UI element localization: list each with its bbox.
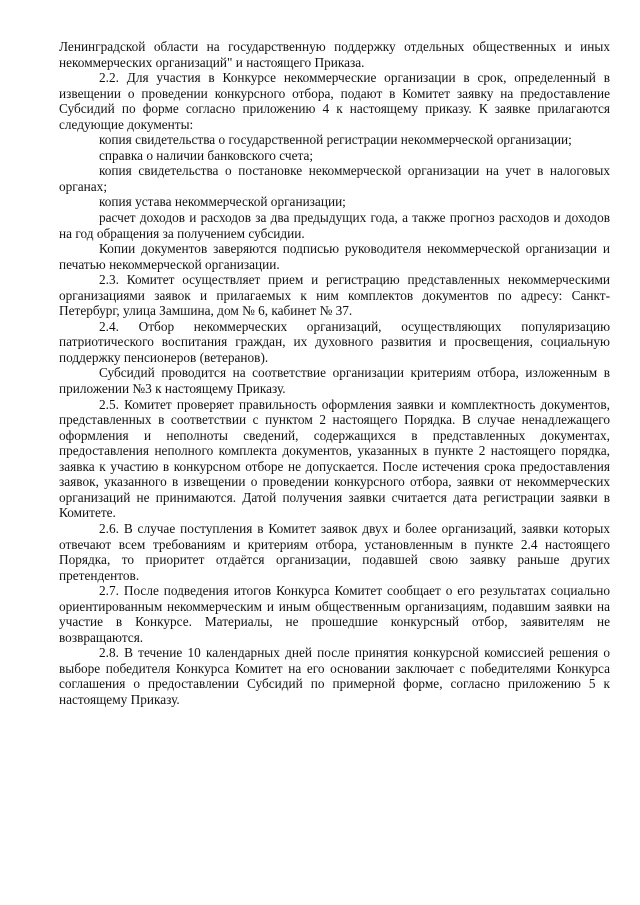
list-item-income-expenses: расчет доходов и расходов за два предыдущих года, а также прогноз расходов и доходов на год обращения за получением субсидии. xyxy=(59,210,610,241)
paragraph-2-6: 2.6. В случае поступления в Комитет заявок двух и более организаций, заявки которых отвечают всем требованиям и критериям отбора, установленным в пункте 2.4 настоящего Порядка, то приоритет отдаётся организации, подавшей свою заявку раньше других претендентов. xyxy=(59,520,610,583)
list-item-bank-account: справка о наличии банковского счета; xyxy=(99,147,314,163)
paragraph-copies-certification: Копии документов заверяются подписью руководителя некоммерческой организации и печатью некоммерческой организации. xyxy=(59,241,610,272)
paragraph-2-8: 2.8. В течение 10 календарных дней после принятия конкурсной комиссией решения о выборе победителя Конкурса Комитет на его основании заключает с победителями Конкурса соглашения о предоставлении Субсидий по примерной форме, согласно приложению 5 к настоящему Приказу. xyxy=(59,645,610,707)
list-item-registration-certificate: копия свидетельства о государственной регистрации некоммерческой организации; xyxy=(99,132,572,148)
paragraph-selection-criteria: Субсидий проводится на соответствие организации критериям отбора, изложенным в приложении №3 к настоящему Приказу. xyxy=(59,365,610,397)
paragraph-2-5: 2.5. Комитет проверяет правильность оформления заявки и комплектность документов, представленных в соответствии с пунктом 2 настоящего Порядка. В случае ненадлежащего оформления и неполноты сведений, содержащихся в представленных документах, предоставления неполного комплекта документов, указанных в пункте 2 настоящего порядка, заявка к участию в конкурсном отборе не допускается. После истечения срока предоставления заявок, указанного в извещении о проведении конкурсного отбора, заявки от некоммерческих организаций не принимаются. Датой получения заявки считается дата регистрации заявки в Комитете. xyxy=(59,396,610,521)
paragraph-2-7: 2.7. После подведения итогов Конкурса Комитет сообщает о его результатах социально ориентированным некоммерческим и иным общественным организациям, подавшим заявки на участие в Конкурсе. Материалы, не прошедшие конкурсный отбор, заявителям не возвращаются. xyxy=(59,583,610,645)
paragraph-continuation: Ленинградской области на государственную поддержку отдельных общественных и иных некоммерческих организаций" и настоящего Приказа. xyxy=(59,39,610,70)
document-body xyxy=(59,39,610,708)
paragraph-2-4: 2.4. Отбор некоммерческих организаций, осуществляющих популяризацию патриотического воспитания граждан, их духовного развития и просвещения, социальную поддержку пенсионеров (ветеранов). xyxy=(59,318,610,365)
paragraph-2-2: 2.2. Для участия в Конкурсе некоммерческие организации в срок, определенный в извещении о проведении конкурсного отбора, подают в Комитет заявку на предоставление Субсидий по форме согласно приложению 4 к настоящему приказу. К заявке прилагаются следующие документы: xyxy=(59,70,610,132)
paragraph-2-3: 2.3. Комитет осуществляет прием и регистрацию представленных некоммерческими организациями заявок и прилагаемых к ним комплектов документов по адресу: Санкт-Петербург, улица Замшина, дом № 6, кабинет № 37. xyxy=(59,272,610,319)
list-item-tax-registration: копия свидетельства о постановке некоммерческой организации на учет в налоговых органах; xyxy=(59,163,610,194)
list-item-charter: копия устава некоммерческой организации; xyxy=(99,194,346,210)
